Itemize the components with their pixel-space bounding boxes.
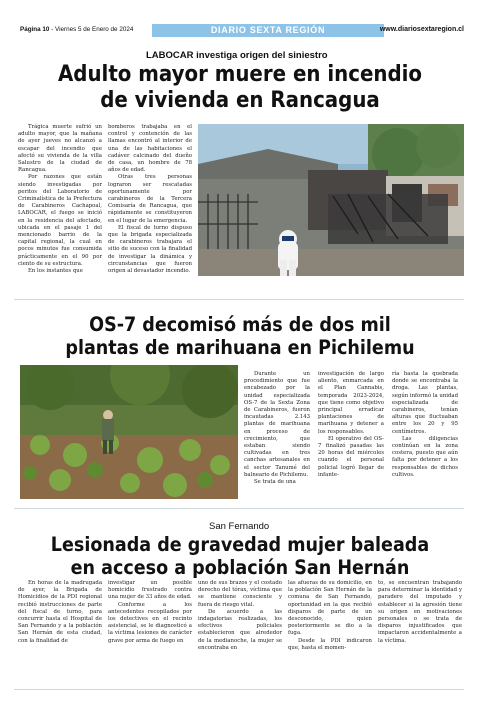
- article3-column-2: [108, 580, 192, 645]
- paragraph: las afueras de su domicilio, en la población San Hernán de la comuna de San Fernando, oportunidad en la que recibió disparos de parte de un desconocido, quien posteriormente se dio a la fuga.: [288, 580, 372, 637]
- issue-date: Viernes 5 de Enero de 2024: [55, 26, 134, 33]
- page-info: Página 10 - Viernes 5 de Enero de 2024: [20, 26, 134, 33]
- article3-kicker: San Fernando: [209, 521, 270, 532]
- page-number: Página 10: [20, 26, 50, 33]
- section-divider: [14, 508, 464, 509]
- paragraph: Las diligencias continúan en la zona costera, puesto que aún falta por detener a los responsables de dichos cultivos.: [392, 435, 458, 478]
- article3-column-3: [198, 580, 282, 652]
- article3-headline-line2: en acceso a población San Hernán: [70, 556, 410, 579]
- article2-column-1: [244, 371, 310, 486]
- paragraph: En los instantes que: [28, 268, 83, 275]
- paragraph: uno de sus brazos y el costado derecho del tórax, víctima que se mantiene consciente y fuera de riesgo vital.: [198, 580, 282, 608]
- article3-column-4: [288, 580, 372, 652]
- paragraph: investigación de largo aliento, enmarcada en el Plan Cannabis, temporada 2023-2024, que tiene como objetivo principal erradicar plantaciones de marihuana y detener a los responsables.: [318, 371, 384, 435]
- paragraph: investigar un posible homicidio frustrado contra una mujer de 33 años de edad.: [108, 580, 192, 601]
- paragraph: Desde la PDI indicaron que, hasta el momen-: [288, 637, 372, 651]
- article1-column-2: [108, 124, 192, 275]
- article3-headline: [16, 533, 464, 579]
- article2-headline-line1: OS-7 decomisó más de dos mil: [89, 313, 391, 336]
- paragraph: En horas de la madrugada de ayer, la Brigada de Homicidios de la PDI regional recibió instrucciones de parte del fiscal de turno, para concurrir hasta el Hospital de San Fernando y a la población San Hernán de esta ciudad, con la finalidad de: [18, 580, 102, 644]
- paragraph: to, se encuentran trabajando para determinar la identidad y paradero del imputado y establecer si la agresión tiene su origen en motivaciones personales o se trata de disparos injustificados que impactaron accidentalmente a la víctima.: [378, 580, 462, 644]
- section-divider: [14, 689, 464, 690]
- paragraph: Otras tres personas lograron ser rescatadas oportunamente por carabineros de la Tercera Comisaría de Rancagua, que rápidamente se constituyeron en el lugar de la emergencia.: [108, 174, 192, 224]
- paragraph: Se trata de una: [254, 479, 296, 486]
- paper-name: DIARIO SEXTA REGIÓN: [210, 25, 326, 35]
- article1-column-1: [18, 124, 102, 275]
- paragraph: Durante un procedimiento que fue encabezado por la unidad especializada OS-7 de la Sexta Zona de Carabineros, fueron incautadas 2.143 plantas de marihuana en proceso de crecimiento, que estaban siendo cultivadas en tres canchas artesanales en el sector Tanumé del balneario de Pichilemu.: [244, 371, 310, 478]
- paragraph: bomberos trabajaba en el control y contención de las llamas encontró al interior de una de las habitaciones el cadáver calcinado del dueño de casa, un hombre de 78 años de edad.: [108, 124, 192, 174]
- paragraph: ría hasta la quebrada donde se encontraba la droga. Las plantas, según informó la unidad especializada de carabineros, tenían alturas que fluctuaban entre los 20 y 95 centímetros.: [392, 371, 459, 435]
- article2-column-2: [318, 371, 384, 479]
- marijuana-plantation-photo: [20, 365, 238, 499]
- article3-headline-line1: Lesionada de gravedad mujer baleada: [50, 533, 430, 556]
- article1-headline-line2: de vivienda en Rancagua: [100, 87, 380, 113]
- fire-scene-photo: [198, 124, 464, 276]
- paragraph: El fiscal de turno dispuso que la brigada especializada de carabineros trabajara el sitio de suceso con la finalidad de investigar la dinámica y circunstancias que fueron origen al devastador incendio.: [108, 224, 192, 275]
- page-header: [20, 24, 464, 38]
- article3-column-1: [18, 580, 102, 645]
- article2-headline: [16, 313, 464, 359]
- article1-headline: [16, 62, 464, 114]
- article2-headline-line2: plantas de marihuana en Pichilemu: [65, 336, 415, 359]
- paragraph: Trágica muerte sufrió un adulto mayor, que la mañana de ayer jueves no alcanzó a escapar del incendio que afectó su vivienda de la villa Salustro de la ciudad de Rancagua.: [18, 124, 102, 174]
- article1-kicker: LABOCAR investiga origen del siniestro: [146, 50, 328, 61]
- paragraph: El operativo del OS-7 finalizó pasadas las 20 horas del miércoles cuando el personal policial logró llegar de infante-: [318, 435, 384, 478]
- paragraph: Conforme a los antecedentes recopilados por los detectives en el recinto asistencial, se le diagnosticó a la víctima lesiones de carácter grave por arma de fuego en: [108, 601, 192, 644]
- website-link[interactable]: www.diariosextaregion.cl: [379, 26, 464, 33]
- section-divider: [14, 299, 464, 300]
- article2-column-3: [392, 371, 458, 479]
- article1-headline-line1: Adulto mayor muere en incendio: [57, 62, 423, 87]
- paragraph: De acuerdo a las indagatorias realizadas, los efectivos policiales establecieron que alrededor de la medianoche, la mujer se encontraba en: [198, 608, 282, 651]
- paragraph: Por razones que están siendo investigadas por peritos del Laboratorio de Criminalística de la Prefectura de Carabineros Cachapoal, LABOCAR, el fuego se inició en la residencia del afectado, ubicada en el pasaje 1 del mencionado barrio de la capital regional, la cual en pocos minutos fue consumida prácticamente en el 90 por ciento de su estructura.: [18, 174, 102, 267]
- article3-column-5: [378, 580, 462, 645]
- masthead-bar: [152, 24, 384, 37]
